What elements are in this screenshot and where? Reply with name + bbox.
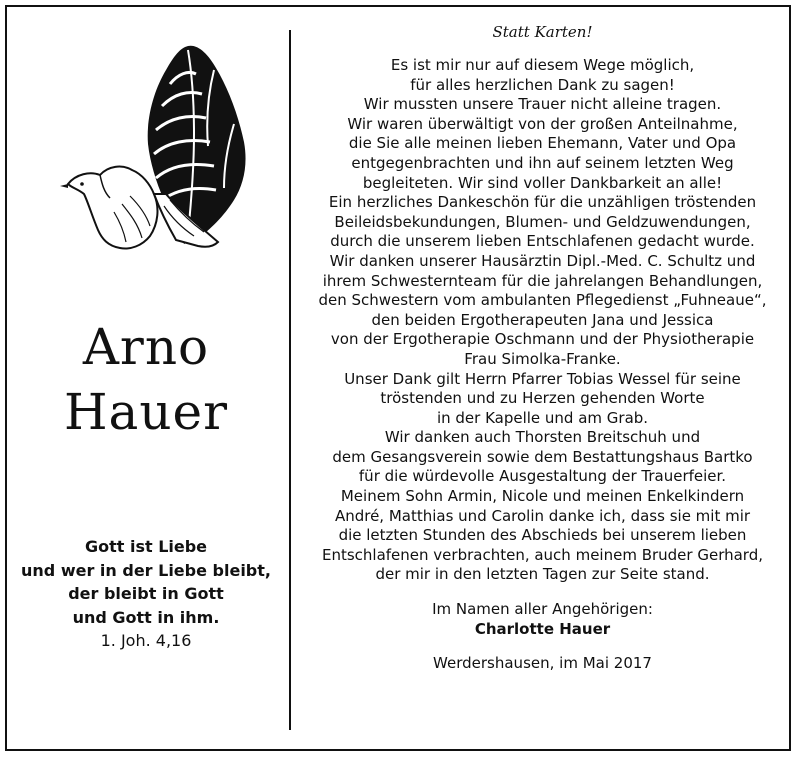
body-line: Entschlafenen verbrachten, auch meinem Bruder Gerhard, bbox=[321, 545, 763, 564]
spacer bbox=[300, 639, 785, 654]
body-line: Wir danken auch Thorsten Breitschuh und bbox=[384, 428, 701, 447]
body-line: von der Ergotherapie Oschmann und der Physiotherapie bbox=[330, 330, 755, 349]
verse-line: Gott ist Liebe bbox=[84, 537, 208, 556]
signature: Charlotte Hauer bbox=[474, 619, 611, 638]
verse-line: und wer in der Liebe bleibt, bbox=[21, 560, 271, 580]
body-line: Meinem Sohn Armin, Nicole und meinen Enkelkindern bbox=[340, 487, 745, 506]
body-line: Ein herzliches Dankeschön für die unzähligen tröstenden bbox=[328, 193, 757, 212]
body-line: André, Matthias und Carolin danke ich, dass sie mit mir bbox=[334, 506, 751, 525]
body-line: für alles herzlichen Dank zu sagen! bbox=[410, 75, 675, 94]
body-line: Wir mussten unsere Trauer nicht alleine tragen. bbox=[363, 95, 722, 114]
body-line: die Sie alle meinen lieben Ehemann, Vater und Opa bbox=[348, 134, 737, 153]
verse-reference: 1. Joh. 4,16 bbox=[100, 631, 192, 650]
left-column bbox=[10, 10, 282, 740]
spacer bbox=[300, 585, 785, 600]
praying-hands-with-dove-icon bbox=[38, 34, 268, 254]
body-line: den Schwestern vom ambulanten Pflegedienst „Fuhneaue“, bbox=[318, 291, 767, 310]
body-line: Frau Simolka-Franke. bbox=[464, 349, 621, 368]
closing-line: Im Namen aller Angehörigen: bbox=[432, 600, 653, 619]
place-and-date: Werdershausen, im Mai 2017 bbox=[433, 654, 652, 673]
body-line: tröstenden und zu Herzen gehenden Worte bbox=[380, 389, 705, 408]
body-line: den beiden Ergotherapeuten Jana und Jessica bbox=[371, 310, 714, 329]
body-line: Wir danken unserer Hausärztin Dipl.-Med. C. Schultz und bbox=[329, 251, 756, 270]
body-line: für die würdevolle Ausgestaltung der Trauerfeier. bbox=[358, 467, 727, 486]
body-line: Wir waren überwältigt von der großen Anteilnahme, bbox=[347, 114, 738, 133]
body-line: die letzten Stunden des Abschieds bei unserem lieben bbox=[338, 526, 747, 545]
body-line: in der Kapelle und am Grab. bbox=[436, 408, 649, 427]
notice-heading: Statt Karten! bbox=[492, 23, 593, 41]
bible-verse bbox=[10, 535, 282, 653]
verse-line: und Gott in ihm. bbox=[72, 607, 220, 627]
deceased-first-name: Arno bbox=[82, 318, 210, 376]
body-line: ihrem Schwesternteam für die jahrelangen Behandlungen, bbox=[322, 271, 763, 290]
body-line: Unser Dank gilt Herrn Pfarrer Tobias Wessel für seine bbox=[344, 369, 741, 388]
column-divider bbox=[289, 30, 291, 730]
body-line: Beileidsbekundungen, Blumen- und Geldzuwendungen, bbox=[334, 212, 751, 231]
deceased-last-name: Hauer bbox=[63, 383, 229, 441]
body-line: entgegenbrachten und ihn auf seinem letzten Weg bbox=[351, 153, 734, 172]
verse-line: der bleibt in Gott bbox=[68, 584, 224, 603]
body-line: der mir in den letzten Tagen zur Seite stand. bbox=[375, 565, 710, 584]
body-line: begleiteten. Wir sind voller Dankbarkeit an alle! bbox=[362, 173, 723, 192]
body-line: dem Gesangsverein sowie dem Bestattungshaus Bartko bbox=[332, 447, 753, 466]
body-line: durch die unserem lieben Entschlafenen gedacht wurde. bbox=[330, 232, 755, 251]
body-line: Es ist mir nur auf diesem Wege möglich, bbox=[390, 56, 695, 74]
thank-you-text bbox=[300, 22, 785, 674]
